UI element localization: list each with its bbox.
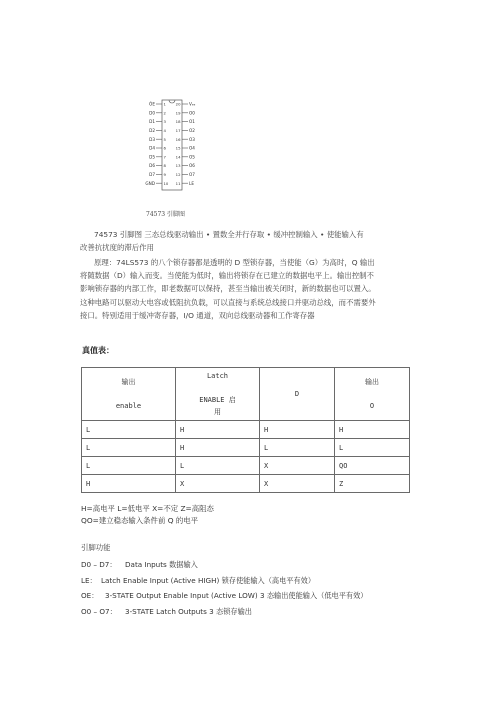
list-item — [81, 557, 367, 573]
header-latch-enable: Latch ENABLE 启 用 — [176, 368, 260, 421]
pin-desc: 3-STATE Latch Outputs 3 态锁存输出 — [125, 606, 252, 616]
table-cell: L — [82, 457, 176, 475]
principle-paragraph — [80, 256, 416, 322]
pin-label: O5 — [189, 154, 195, 160]
table-cell: L — [335, 439, 410, 457]
pin-number: 15 — [175, 145, 181, 151]
principle-line: 影响锁存器的内部工作，即老数据可以保持，甚至当输出被关闭时，新的数据也可以置入。 — [80, 284, 376, 294]
principle-line: 接口。特别适用于缓冲寄存器，I/O 通道，双向总线驱动器和工作寄存器 — [80, 310, 315, 320]
list-item — [81, 573, 367, 589]
table-cell: X — [260, 457, 335, 475]
table-row — [82, 457, 410, 475]
table-cell: L — [260, 439, 335, 457]
pin-desc: Data Inputs 数据输入 — [125, 560, 198, 569]
pin-number: 7 — [163, 154, 166, 160]
truth-table-legend — [81, 503, 214, 527]
pin-function-title: 引脚功能 — [81, 543, 111, 552]
table-cell: H — [176, 439, 260, 457]
pin-function-list — [81, 557, 367, 619]
header-d: D — [260, 368, 335, 421]
table-cell: Z — [335, 475, 410, 493]
pin-diagram-caption: 74573 引脚图 — [146, 211, 185, 218]
truth-table-header — [82, 368, 410, 421]
pin-label: O2 — [189, 128, 195, 133]
table-cell: H — [260, 421, 335, 439]
pin-number: 14 — [175, 154, 181, 160]
pin-label: O3 — [189, 136, 195, 142]
pin-label: ŌE — [149, 101, 155, 107]
pin-label: O6 — [189, 163, 195, 169]
pin-name: OE： — [81, 591, 99, 601]
pin-label: D7 — [149, 172, 155, 177]
pin-number: 16 — [175, 136, 181, 142]
pin-label: O7 — [189, 172, 195, 177]
pin-label: O1 — [189, 119, 195, 125]
pin-label: LE — [189, 180, 194, 186]
table-cell: L — [82, 421, 176, 439]
intro-line-2: 改善抗扰度的滞后作用 — [80, 243, 154, 253]
table-cell: H — [176, 421, 260, 439]
pin-label: D6 — [149, 163, 155, 169]
pin-number: 1 — [163, 101, 166, 107]
pin-number: 2 — [163, 110, 166, 116]
pin-label: D1 — [149, 119, 155, 125]
pin-number: 20 — [175, 101, 181, 107]
truth-table-title: 真值表： — [82, 345, 114, 355]
pin-diagram-svg — [140, 96, 204, 220]
pin-number: 6 — [163, 145, 166, 151]
pin-label: D2 — [149, 128, 155, 133]
truth-table — [81, 367, 410, 493]
table-cell: QO — [335, 457, 410, 475]
pin-label: O0 — [189, 110, 195, 116]
table-cell: X — [176, 475, 260, 493]
pin-label: D3 — [149, 136, 155, 142]
legend-line: H=高电平 L=低电平 X=不定 Z=高阻态 — [81, 504, 214, 513]
list-item — [81, 588, 367, 604]
pin-desc: 3-STATE Output Enable Input (Active LOW) 3 态输出使能输入（低电平有效） — [105, 591, 368, 601]
pin-label: D5 — [149, 154, 155, 160]
pin-number: 19 — [175, 110, 181, 116]
intro-paragraph — [80, 228, 416, 254]
pin-number: 4 — [163, 128, 166, 133]
table-cell: H — [82, 475, 176, 493]
header-output: 输出 O — [335, 368, 410, 421]
principle-line: 这种电路可以驱动大电容或低阻抗负载，可以直接与系统总线接口并驱动总线，而不需要外 — [80, 297, 376, 307]
pin-name: LE： — [81, 575, 97, 585]
pin-label: O4 — [189, 145, 195, 151]
pin-label: D0 — [149, 110, 155, 116]
table-cell: H — [335, 421, 410, 439]
list-item — [81, 604, 367, 620]
table-row — [82, 439, 410, 457]
pin-number: 11 — [175, 180, 181, 186]
pin-number: 5 — [163, 136, 166, 142]
pin-number: 13 — [175, 163, 181, 169]
pin-diagram — [140, 96, 204, 220]
table-row — [82, 421, 410, 439]
principle-line: 原理：74LS573 的八个锁存器都是透明的 D 型锁存器，当使能（G）为高时，Q 输出 — [94, 258, 375, 267]
pin-name: D0 – D7： — [81, 560, 117, 569]
pin-name: O0 – O7： — [81, 606, 117, 616]
pin-number: 8 — [163, 163, 166, 169]
header-output-enable: 输出 enable — [82, 368, 176, 421]
pin-desc: Latch Enable Input (Active HIGH) 锁存使能输入（高电平有效） — [101, 575, 316, 585]
legend-line: QO=建立稳态输入条件前 Q 的电平 — [81, 516, 199, 525]
table-cell: X — [260, 475, 335, 493]
pin-label: GND — [145, 180, 155, 186]
table-row — [82, 475, 410, 493]
pin-number: 12 — [175, 172, 181, 177]
pin-number: 9 — [163, 172, 166, 177]
pin-number: 18 — [175, 119, 181, 125]
table-cell: L — [82, 439, 176, 457]
pin-number: 10 — [163, 180, 169, 186]
pin-number: 17 — [175, 128, 181, 133]
principle-line: 将随数据（D）输入而变。当使能为低时，输出将锁存在已建立的数据电平上。输出控制不 — [80, 271, 374, 281]
pin-label: D4 — [149, 145, 155, 151]
intro-line-1: 74573 引脚图 三态总线驱动输出 • 置数全并行存取 • 缓冲控制输入 • 使能输入有 — [94, 230, 364, 239]
pin-number: 3 — [163, 119, 166, 125]
pin-label: Vₑₑ — [189, 101, 196, 107]
table-cell: L — [176, 457, 260, 475]
